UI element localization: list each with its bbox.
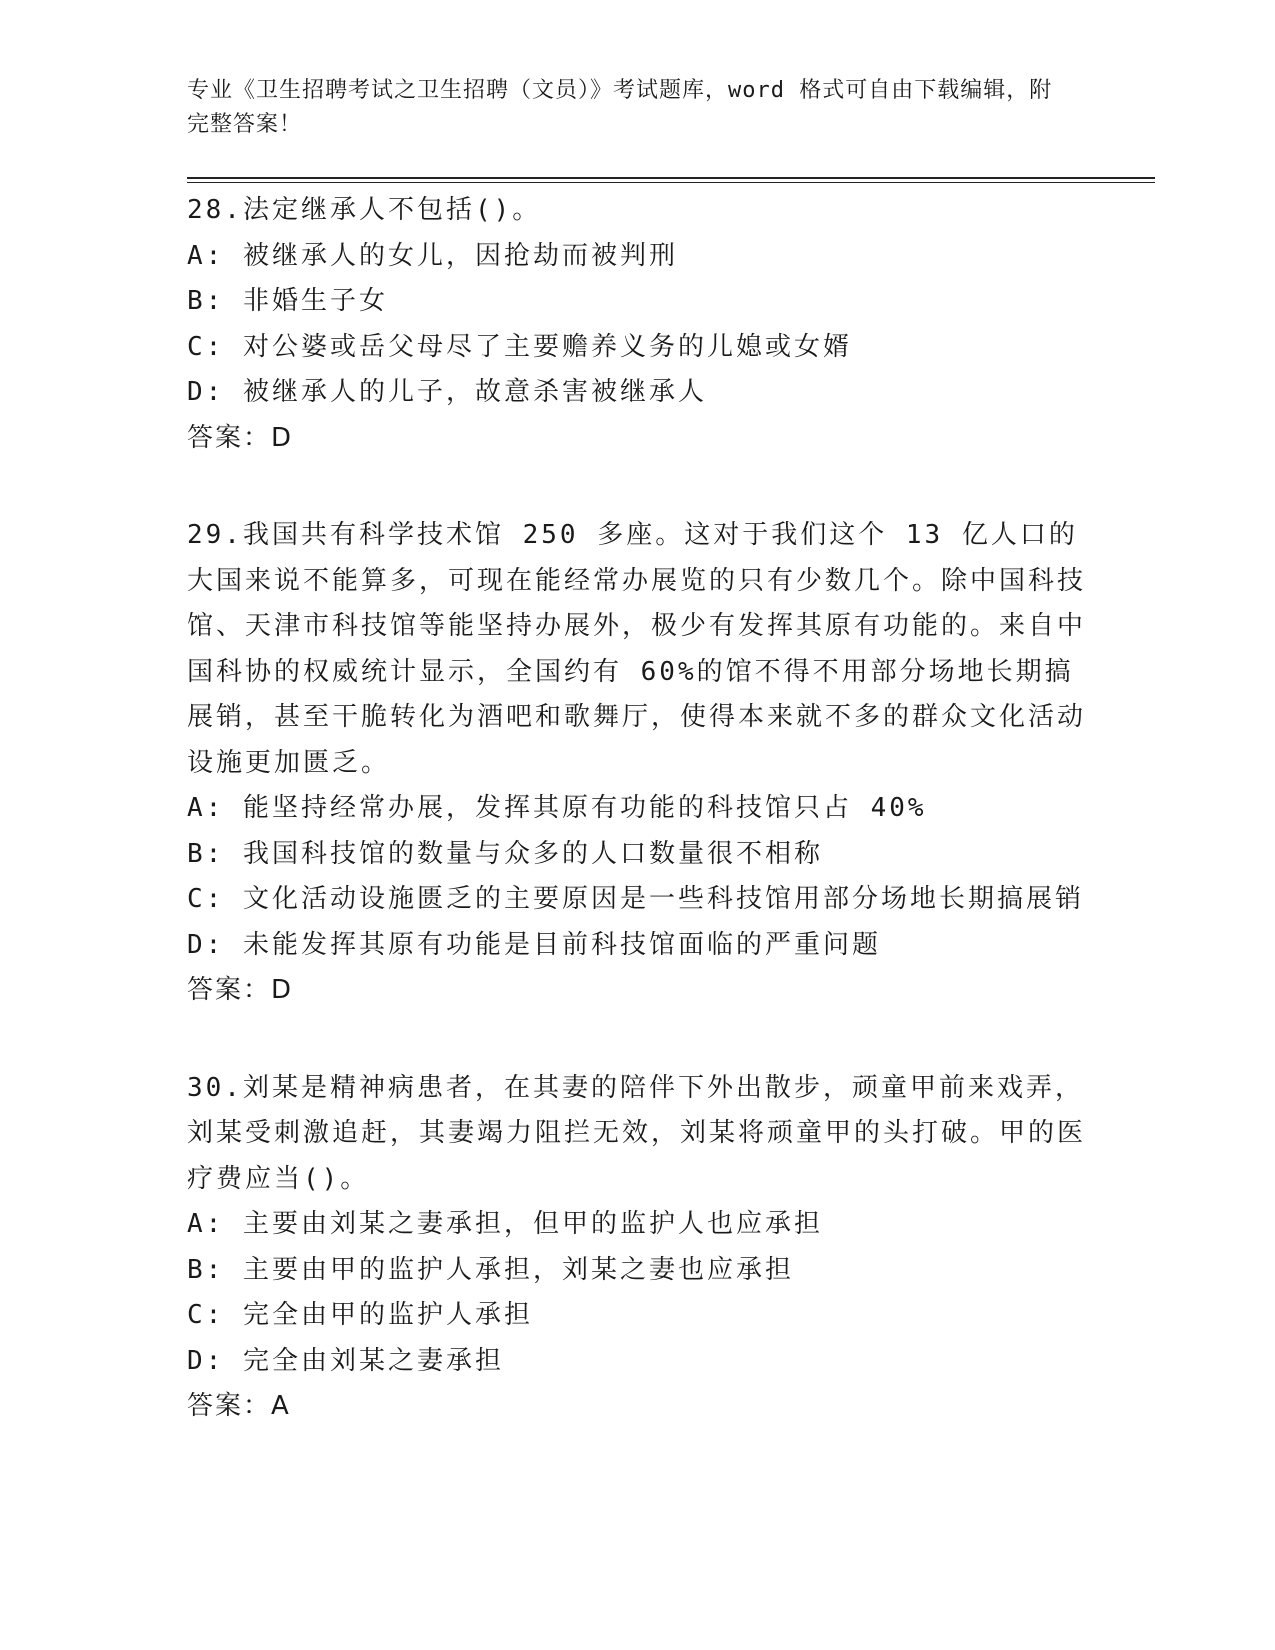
document-header: 专业《卫生招聘考试之卫生招聘（文员）》考试题库，word 格式可自由下载编辑，附完整答案！ [187, 78, 1053, 137]
question-stem: 30.刘某是精神病患者，在其妻的陪伴下外出散步，顽童甲前来戏弄，刘某受刺激追赶，其妻竭力阻拦无效，刘某将顽童甲的头打破。甲的医疗费应当()。 [187, 1072, 1087, 1194]
option-a: A: 被继承人的女儿，因抢劫而被判刑 [187, 240, 678, 271]
question-29 [187, 513, 1087, 1014]
option-c: C: 对公婆或岳父母尽了主要赡养义务的儿媳或女婿 [187, 331, 852, 362]
question-stem: 28.法定继承人不包括()。 [187, 195, 542, 225]
option-c: C: 完全由甲的监护人承担 [187, 1300, 533, 1330]
option-a: A: 能坚持经常办展，发挥其原有功能的科技馆只占 40% [187, 793, 927, 823]
option-c: C: 文化活动设施匮乏的主要原因是一些科技馆用部分场地长期搞展销 [187, 884, 1084, 914]
option-d: D: 被继承人的儿子，故意杀害被继承人 [187, 377, 707, 407]
answer-line: 答案：A [187, 1391, 291, 1421]
option-b: B: 主要由甲的监护人承担，刘某之妻也应承担 [187, 1254, 794, 1285]
question-28 [187, 188, 1087, 461]
answer-line: 答案：D [187, 422, 294, 453]
option-b: B: 我国科技馆的数量与众多的人口数量很不相称 [187, 838, 823, 869]
question-stem: 29.我国共有科学技术馆 250 多座。这对于我们这个 13 亿人口的大国来说不能算多，可现在能经常办展览的只有少数几个。除中国科技馆、天津市科技馆等能坚持办展外，极少有发挥其原有功能的。来自中国科协的权威统计显示，全国约有 60%的馆不得不用部分场地长期搞展销，甚至干脆转化为酒吧和歌舞厅，使得本来就不多的群众文化活动设施更加匮乏。 [187, 520, 1087, 778]
header-divider-thick [187, 177, 1155, 179]
option-d: D: 未能发挥其原有功能是目前科技馆面临的严重问题 [187, 929, 881, 960]
option-d: D: 完全由刘某之妻承担 [187, 1345, 504, 1376]
question-list [187, 188, 1087, 1482]
answer-line: 答案：D [187, 975, 294, 1005]
question-30 [187, 1066, 1087, 1430]
option-b: B: 非婚生子女 [187, 286, 388, 316]
header-divider-thin [187, 182, 1155, 183]
option-a: A: 主要由刘某之妻承担，但甲的监护人也应承担 [187, 1209, 823, 1239]
